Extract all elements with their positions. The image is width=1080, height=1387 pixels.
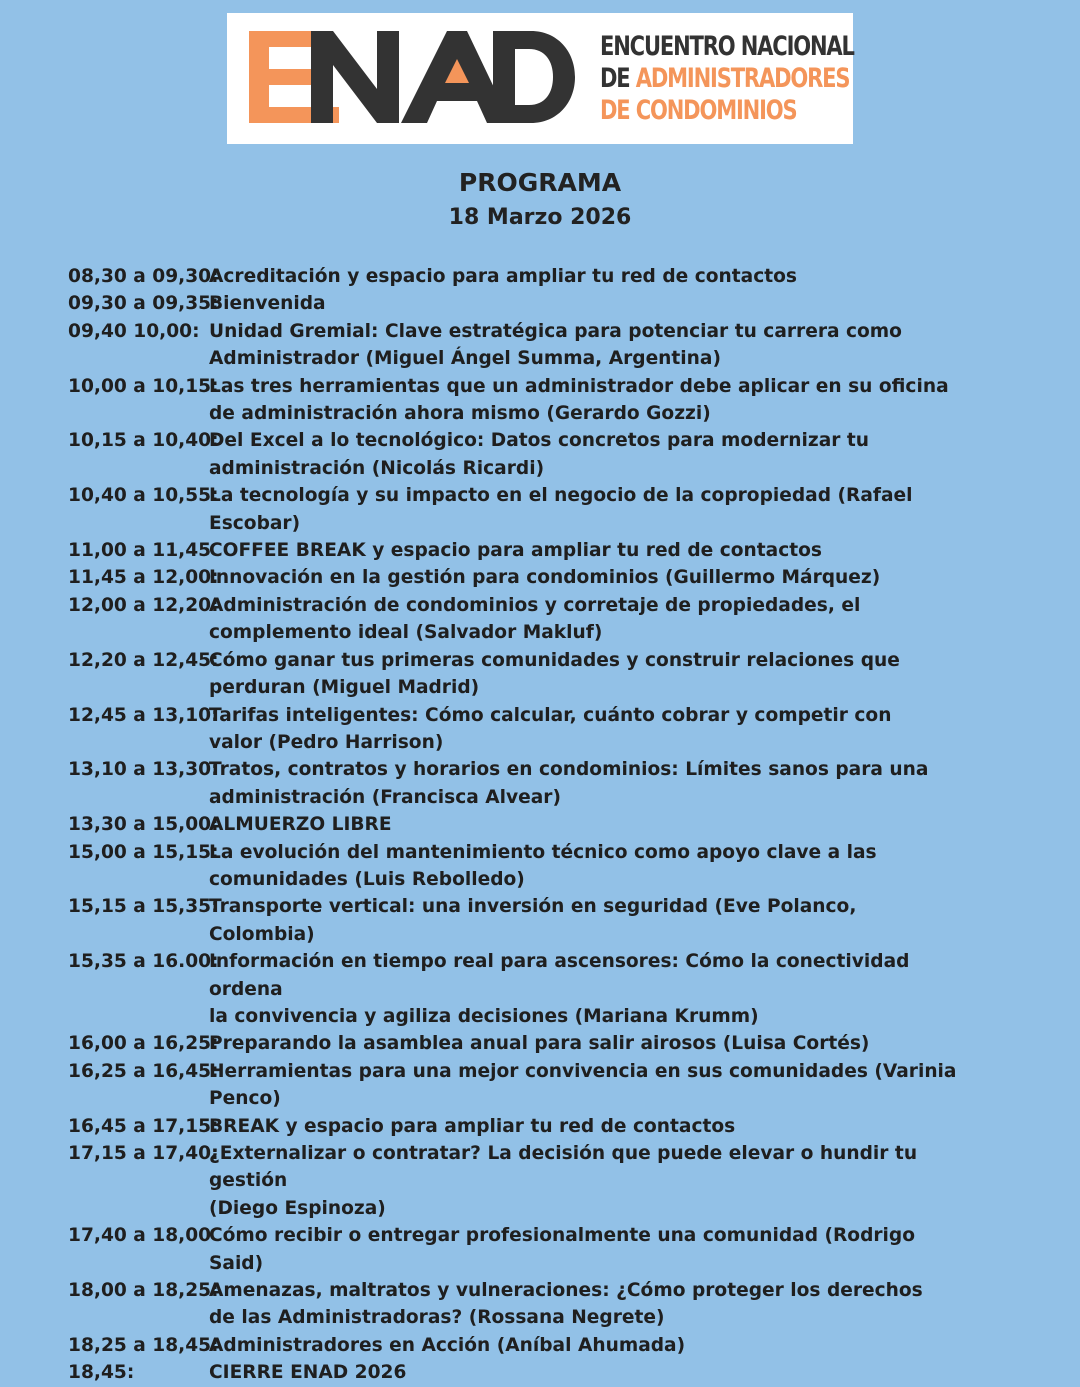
- schedule-description: Las tres herramientas que un administrador debe aplicar en su oficina de administración ahora mismo (Gerardo Gozzi): [209, 375, 949, 425]
- page-title: PROGRAMA: [458, 168, 622, 197]
- schedule-entry: [68, 318, 1068, 373]
- schedule-description: Preparando la asamblea anual para salir airosos (Luisa Cortés): [209, 1033, 870, 1055]
- schedule-description: BREAK y espacio para ampliar tu red de contactos: [209, 1115, 736, 1137]
- logo-line-1: ENCUENTRO NACIONAL: [600, 31, 854, 62]
- logo-line-2-prefix: DE: [600, 63, 630, 94]
- schedule-entry: [68, 893, 1068, 948]
- schedule-entry: [68, 1277, 1068, 1332]
- enad-logo-mark: [249, 31, 575, 123]
- schedule-time: 10,00 a 10,15:: [68, 375, 219, 397]
- schedule-time: 17,15 a 17,40:: [68, 1143, 219, 1164]
- event-date: 18 Marzo 2026: [448, 205, 632, 230]
- schedule-time: 10,40 a 10,55:: [68, 485, 219, 507]
- schedule-description: Cómo recibir o entregar profesionalmente una comunidad (Rodrigo Said): [209, 1225, 916, 1274]
- schedule-time: 11,00 a 11,45: [68, 540, 212, 562]
- schedule-time: 09,30 a 09,35:: [68, 293, 219, 315]
- schedule-time: 18,45:: [68, 1362, 135, 1384]
- schedule-description: Administración de condominios y corretaje de propiedades, el complemento ideal (Salvador Makluf): [209, 594, 861, 644]
- schedule-entry: [68, 1359, 1068, 1386]
- schedule-description: La tecnología y su impacto en el negocio de la copropiedad (Rafael Escobar): [209, 485, 913, 534]
- schedule-description: Unidad Gremial: Clave estratégica para potenciar tu carrera como Administrador (Miguel Ángel Summa, Argentina): [209, 320, 902, 370]
- schedule-description: Transporte vertical: una inversión en seguridad (Eve Polanco, Colombia): [209, 896, 857, 945]
- logo-line-3: DE CONDOMINIOS: [600, 95, 797, 126]
- schedule-time: 16,25 a 16,45:: [68, 1060, 219, 1082]
- schedule-time: 12,00 a 12,20:: [68, 594, 219, 616]
- schedule-time: 09,40 10,00:: [68, 320, 200, 342]
- schedule-entry: [68, 1113, 1068, 1140]
- schedule-entry: [68, 702, 1068, 757]
- schedule-entry: [68, 592, 1068, 647]
- schedule-description: Información en tiempo real para ascensores: Cómo la conectividad ordena la convivencia y agiliza decisiones (Mariana Krumm): [209, 951, 910, 1027]
- schedule-time: 15,15 a 15,35:: [68, 896, 219, 918]
- schedule-entry: [68, 482, 1068, 537]
- schedule-entry: [68, 263, 1068, 290]
- schedule-description: Amenazas, maltratos y vulneraciones: ¿Cómo proteger los derechos de las Administradoras? (Rossana Negrete): [209, 1280, 923, 1329]
- schedule-description: COFFEE BREAK y espacio para ampliar tu red de contactos: [209, 540, 822, 562]
- schedule-description: Del Excel a lo tecnológico: Datos concretos para modernizar tu administración (Nicolás Ricardi): [209, 430, 870, 479]
- schedule-description: Tarifas inteligentes: Cómo calcular, cuánto cobrar y competir con valor (Pedro Harrison): [209, 704, 892, 753]
- schedule-description: Herramientas para una mejor convivencia en sus comunidades (Varinia Penco): [209, 1060, 957, 1110]
- logo-wordmark: [600, 31, 854, 127]
- logo-line-2-accent: ADMINISTRADORES: [635, 63, 850, 94]
- schedule-time: 18,25 a 18,45:: [68, 1334, 219, 1356]
- schedule-entry: [68, 1030, 1068, 1057]
- schedule-entry: [68, 427, 1068, 482]
- schedule-description: Tratos, contratos y horarios en condominios: Límites sanos para una administración (Francisca Alvear): [209, 759, 929, 808]
- schedule-description: Acreditación y espacio para ampliar tu red de contactos: [209, 266, 797, 287]
- schedule-time: 08,30 a 09,30:: [68, 266, 219, 287]
- schedule-time: 10,15 a 10,40:: [68, 430, 219, 452]
- schedule-entry: [68, 537, 1068, 564]
- schedule-entry: [68, 373, 1068, 428]
- schedule-entry: [68, 1058, 1068, 1113]
- schedule-time: 18,00 a 18,25:: [68, 1280, 219, 1302]
- schedule-entry: [68, 564, 1068, 591]
- schedule-time: 15,35 a 16.00:: [68, 951, 219, 973]
- schedule-time: 13,10 a 13,30:: [68, 759, 219, 781]
- schedule-time: 11,45 a 12,00:: [68, 567, 219, 589]
- schedule-entry: [68, 647, 1068, 702]
- schedule-entry: [68, 1332, 1068, 1359]
- schedule-time: 13,30 a 15,00:: [68, 814, 219, 836]
- schedule-description: La evolución del mantenimiento técnico como apoyo clave a las comunidades (Luis Rebolledo): [209, 841, 877, 890]
- schedule-description: Innovación en la gestión para condominios (Guillermo Márquez): [209, 567, 881, 589]
- event-logo: [227, 13, 853, 144]
- schedule-description: ¿Externalizar o contratar? La decisión que puede elevar o hundir tu gestión (Diego Espinoza): [209, 1143, 918, 1219]
- schedule-entry: [68, 839, 1068, 894]
- schedule-time: 16,45 a 17,15:: [68, 1115, 219, 1137]
- schedule-entry: [68, 290, 1068, 317]
- schedule-entry: [68, 948, 1068, 1030]
- schedule-entry: [68, 1140, 1068, 1222]
- schedule-list: [68, 263, 1068, 1387]
- schedule-entry: [68, 1222, 1068, 1277]
- schedule-description: Cómo ganar tus primeras comunidades y construir relaciones que perduran (Miguel Madrid): [209, 649, 900, 699]
- schedule-time: 12,20 a 12,45:: [68, 649, 219, 671]
- schedule-time: 15,00 a 15,15:: [68, 841, 219, 863]
- schedule-description: CIERRE ENAD 2026: [209, 1362, 407, 1384]
- schedule-entry: [68, 756, 1068, 811]
- schedule-time: 12,45 a 13,10:: [68, 704, 219, 726]
- schedule-description: Administradores en Acción (Aníbal Ahumada): [209, 1334, 686, 1356]
- schedule-description: ALMUERZO LIBRE: [209, 814, 392, 836]
- schedule-description: Bienvenida: [209, 293, 326, 315]
- schedule-time: 16,00 a 16,25:: [68, 1033, 219, 1055]
- schedule-entry: [68, 811, 1068, 838]
- schedule-time: 17,40 a 18,00: [68, 1225, 212, 1247]
